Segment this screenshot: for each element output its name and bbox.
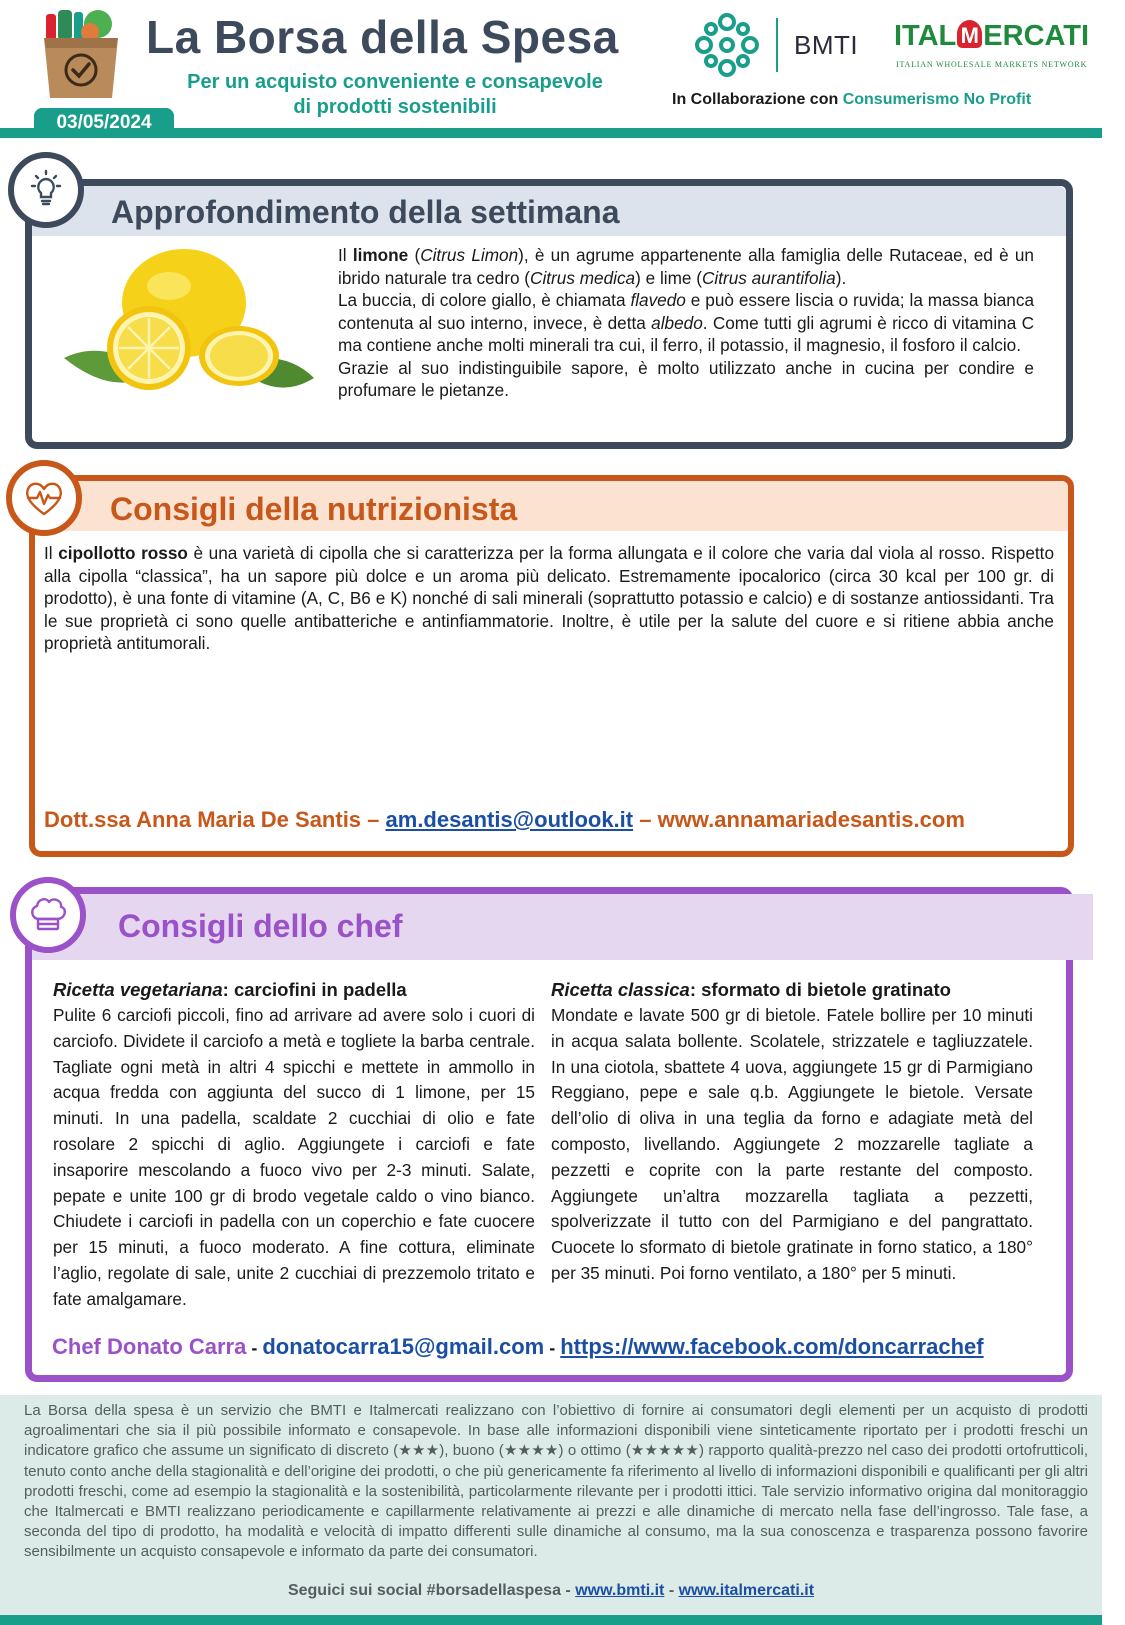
footer-link-italmercati[interactable]: www.italmercati.it xyxy=(678,1582,815,1599)
lemon-illustration xyxy=(44,238,324,408)
section-approfondimento-header xyxy=(32,186,1066,236)
text-run: è una varietà di cipolla che si caratterizza per la forma allungata e il colore che varia dal viola al rosso. Rispetto alla cipolla “classica”, ha un sapore più dolce e un aroma più delicato. Estremamente ipocalorico (circa 30 kcal per 100 gr. di prodotto), è una fonte di vitamine (A, C, B6 e K) nonché di sali minerali (soprattutto potassio e calcio) e di sostanze antiossidanti. Tra le sue proprietà ci sono quelle antibatteriche e antinfiammatorie. Inoltre, è utile per la salute del cuore e si ritiene abbia anche proprietà antitumorali. xyxy=(44,543,1054,653)
bmti-logo-icon xyxy=(692,10,762,80)
page-header xyxy=(0,0,1125,140)
recipe-name: : sformato di bietole gratinato xyxy=(689,979,951,1000)
footer-bottom-bar xyxy=(0,1615,1102,1625)
text-run: ). xyxy=(835,267,847,288)
recipe-name: : carciofini in padella xyxy=(222,979,407,1000)
section-approfondimento-title: Approfondimento della settimana xyxy=(111,194,620,230)
text-run: ), è un agrume appartenente alla famiglia delle Rutaceae, ed è un ibrido naturale tra cedro ( xyxy=(338,245,1034,288)
section-nutrizionista-header xyxy=(35,481,1068,531)
brand-subtitle-line1: Per un acquisto conveniente e consapevole xyxy=(187,71,603,93)
text-run-italic: Citrus medica xyxy=(530,267,636,288)
recipe-classic xyxy=(551,978,1033,1287)
nutrizionista-website: – www.annamariadesantis.com xyxy=(633,807,965,832)
footer-disclaimer: La Borsa della spesa è un servizio che BMTI e Italmercati realizzano con l’obiettivo di fornire ai consumatori degli elementi per un acquisto di prodotti agroalimentari che sia il più possibile informato e consapevole. In base alle informazioni disponibili viene sinteticamente riportato per i prodotti freschi un indicatore grafico che assume un significato di discreto (★★★), buono (★★★★) o ottimo (★★★★★) rapporto qualità-prezzo nel caso dei prodotti ortofrutticoli, tenuto conto anche della stagionalità e dell’origine dei prodotti, o che più genericamente fa riferimento al livello di informazioni disponibili e qualificanti per gli altri prodotti freschi, come ad esempio la stagionalità e la sostenibilità, particolarmente rilevante per i prodotti ittici. Tale servizio informativo origina dal monitoraggio che Italmercati e BMTI realizzano periodicamente e capillarmente relativamente ai prezzi e alle dinamiche di mercato nella fase dell’ingrosso. Tale fase, a seconda del tipo di prodotto, ha modalità e velocità di impatto differenti sulle dinamiche al consumo, ma la sua conoscenza e trasparenza possono favorire sensibilmente un acquisto consapevole e informato da parte dei consumatori. xyxy=(24,1402,1088,1561)
brand-subtitle xyxy=(150,70,640,120)
text-run-italic: Citrus Limon xyxy=(420,245,519,265)
text-run: . Come tutti gli agrumi è ricco di vitamina C ma contiene anche molti minerali tra cui, il ferro, il potassio, il magnesio, il fosforo il calcio. xyxy=(338,312,1034,355)
text-run: Il xyxy=(338,245,353,265)
section-nutrizionista xyxy=(29,475,1074,857)
signature-separator: - xyxy=(246,1338,263,1358)
chef-hat-icon xyxy=(10,877,86,953)
italmercati-post: ERCATI xyxy=(983,20,1090,52)
italmercati-m-icon: M xyxy=(957,20,982,48)
text-run: e può essere liscia o ruvida; la massa bianca contenuta al suo interno, invece, è detta xyxy=(338,290,1034,333)
recipe-vegetarian-body: Pulite 6 carciofi piccoli, fino ad arrivare ad avere solo i cuori di carciofo. Dividete il carciofo a metà e togliete la barba centrale. Tagliate ogni metà in altri 4 spicchi e mettete in ammollo in acqua fredda con aggiunta del succo di 1 limone, per 15 minuti. In una padella, scaldate 2 cucchiai di olio e fate rosolare 2 spicchi di aglio. Aggiungete i carciofi e fate insaporire mescolando a fuoco vivo per 2-3 minuti. Salate, pepate e unite 100 gr di brodo vegetale caldo o vino bianco. Chiudete i carciofi in padella con un coperchio e fate cuocere per 15 minuti, a fuoco moderato. A fine cottura, eliminate l’aglio, regolate di sale, unite 2 cucchiai di prezzemolo tritato e fate amalgamare. xyxy=(53,1005,535,1309)
text-run-bold: cipollotto rosso xyxy=(58,543,188,563)
page-footer xyxy=(0,1395,1102,1615)
italmercati-logo-text xyxy=(894,20,1089,53)
bmti-logo-text: BMTI xyxy=(794,30,859,60)
nutrizionista-name: Dott.ssa Anna Maria De Santis – xyxy=(44,807,386,832)
footer-separator: - xyxy=(664,1582,679,1599)
lightbulb-icon xyxy=(8,152,84,228)
text-run: ) e lime ( xyxy=(635,267,702,288)
section-nutrizionista-title: Consigli della nutrizionista xyxy=(110,491,518,527)
text-run-bold: limone xyxy=(352,245,409,265)
italmercati-pre: ITAL xyxy=(894,20,957,52)
text-run: ( xyxy=(408,245,421,265)
brand-subtitle-line2: di prodotti sostenibili xyxy=(293,96,497,118)
nutrizionista-signature xyxy=(44,807,965,833)
nutrizionista-email-link[interactable]: am.desantis@outlook.it xyxy=(385,807,634,832)
text-run-italic: albedo xyxy=(651,312,703,333)
heart-pulse-icon xyxy=(6,460,82,536)
footer-social-prefix: Seguici sui social #borsadellaspesa - xyxy=(287,1582,576,1599)
date-tab: 03/05/2024 xyxy=(34,108,174,136)
section-nutrizionista-text xyxy=(44,542,1054,655)
recipe-type: Ricetta vegetariana xyxy=(53,979,223,1000)
brand-title: La Borsa della Spesa xyxy=(146,11,619,63)
recipe-vegetarian xyxy=(53,978,535,1313)
recipe-type: Ricetta classica xyxy=(551,979,690,1000)
footer-social-line xyxy=(0,1582,1102,1600)
section-approfondimento-text xyxy=(338,244,1034,402)
recipe-classic-body: Mondate e lavate 500 gr di bietole. Fatele bollire per 10 minuti in acqua salata bollente. Scolatele, strizzatele e tagliuzzatele. In una ciotola, sbattete 4 uova, aggiungete 15 gr di Parmigiano Reggiano, pepe e sale q.b. Aggiungete le bietole. Versate dell’olio di oliva in una teglia da forno e adagiate metà del composto, livellando. Aggiungete 2 mozzarelle tagliate a pezzetti e coprite con la parte restante del composto. Aggiungete un’altra mozzarella tagliata a pezzetti, spolverizzate il tutto con del Parmigiano e del pangrattato. Cuocete lo sformato di bietole gratinate in forno statico, a 180° per 35 minuti. Poi forno ventilato, a 180° per 5 minuti. xyxy=(551,1005,1033,1283)
chef-facebook-link[interactable]: https://www.facebook.com/doncarrachef xyxy=(560,1334,984,1359)
recipe-vegetarian-title xyxy=(53,978,535,1002)
recipe-classic-title xyxy=(551,978,1033,1002)
italmercati-tagline: ITALIAN WHOLESALE MARKETS NETWORK xyxy=(896,60,1088,69)
chef-name: Chef Donato Carra xyxy=(52,1334,247,1359)
collaboration-line xyxy=(672,91,1031,109)
text-run: Grazie al suo indistinguibile sapore, è molto utilizzato anche in cucina per condire e profumare le pietanze. xyxy=(338,357,1034,400)
section-chef-title: Consigli dello chef xyxy=(118,908,403,944)
text-run-italic: Citrus aurantifolia xyxy=(701,267,836,288)
chef-email[interactable]: donatocarra15@gmail.com xyxy=(262,1334,545,1359)
signature-separator: - xyxy=(544,1338,561,1358)
collaboration-prefix: In Collaborazione con xyxy=(672,91,843,108)
footer-link-bmti[interactable]: www.bmti.it xyxy=(575,1582,665,1599)
collaboration-partner: Consumerismo No Profit xyxy=(842,91,1032,108)
text-run: Il xyxy=(44,543,59,563)
chef-signature xyxy=(52,1334,984,1360)
logo-divider xyxy=(776,18,778,72)
text-run-italic: flavedo xyxy=(630,290,686,310)
text-run: La buccia, di colore giallo, è chiamata xyxy=(338,290,631,310)
shopping-bag-logo-icon xyxy=(40,8,122,100)
section-chef-header xyxy=(32,894,1093,960)
